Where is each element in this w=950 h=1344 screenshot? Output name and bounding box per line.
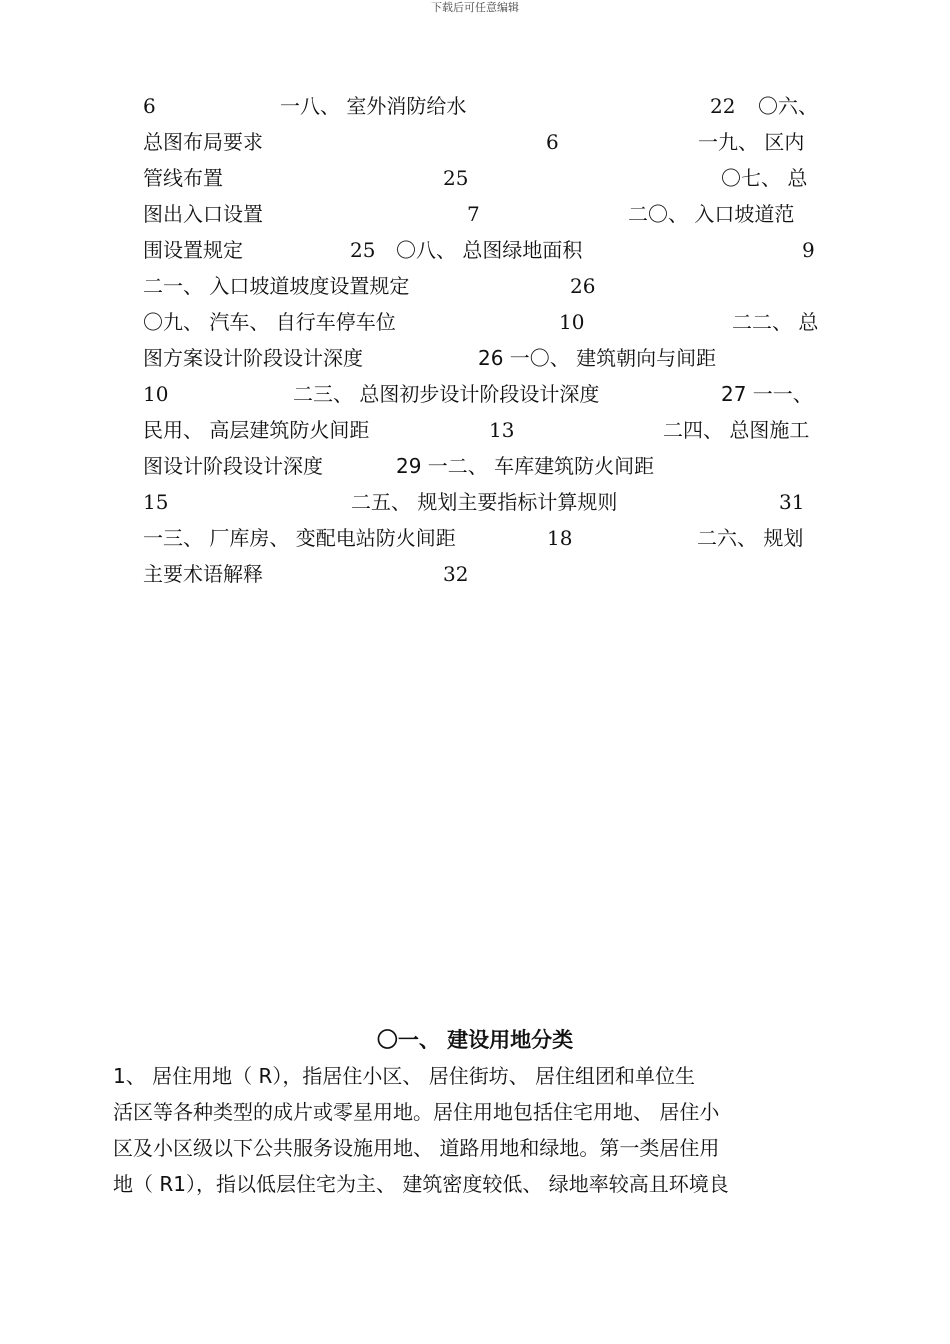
toc-page-number: 25	[443, 166, 469, 190]
toc-page-number: 22	[710, 94, 736, 118]
paragraph-line: 1、 居住用地（ R），指居住小区、 居住街坊、 居住组团和单位生	[113, 1064, 696, 1088]
toc-entry: 围设置规定	[143, 238, 243, 262]
toc-line	[143, 340, 843, 376]
toc-page-number: 18	[547, 526, 573, 550]
toc-entry: 管线布置	[143, 166, 223, 190]
toc-line	[143, 304, 843, 340]
toc-line	[143, 412, 843, 448]
section-title: 〇一、 建设用地分类	[376, 1028, 574, 1052]
toc-line	[143, 484, 843, 520]
toc-line	[143, 196, 843, 232]
toc-line	[143, 88, 843, 124]
toc-line	[143, 556, 843, 592]
toc-page-number: 31	[779, 490, 805, 514]
toc-page-number: 6	[143, 94, 156, 118]
toc-page-number: 6	[546, 130, 559, 154]
toc-page-number: 32	[443, 562, 469, 586]
toc-entry: 26 一〇、 建筑朝向与间距	[478, 346, 717, 370]
toc-entry: 二〇、 入口坡道范	[628, 202, 795, 226]
toc-entry: 〇九、 汽车、 自行车停车位	[143, 310, 396, 334]
toc-entry: 〇七、 总	[721, 166, 808, 190]
toc-page-number: 25	[350, 238, 376, 262]
toc-line	[143, 160, 843, 196]
toc-entry: 图设计阶段设计深度	[143, 454, 323, 478]
toc-line	[143, 268, 843, 304]
toc-entry: 二五、 规划主要指标计算规则	[351, 490, 618, 514]
toc-page-number: 9	[802, 238, 815, 262]
toc-line	[143, 448, 843, 484]
page-header: 下载后可任意编辑	[431, 1, 519, 14]
toc-page-number: 15	[143, 490, 169, 514]
toc-entry: 〇六、	[758, 94, 818, 118]
toc-entry: 民用、 高层建筑防火间距	[143, 418, 370, 442]
paragraph-line: 地（ R1），指以低层住宅为主、 建筑密度较低、 绿地率较高且环境良	[113, 1172, 729, 1196]
toc-page-number: 13	[489, 418, 515, 442]
toc-entry: 〇八、 总图绿地面积	[396, 238, 583, 262]
toc-entry: 总图布局要求	[143, 130, 263, 154]
toc-entry: 一八、 室外消防给水	[280, 94, 467, 118]
toc-line	[143, 376, 843, 412]
table-of-contents	[143, 88, 843, 592]
toc-page-number: 10	[143, 382, 169, 406]
toc-entry: 一九、 区内	[698, 130, 805, 154]
toc-entry: 二四、 总图施工	[663, 418, 810, 442]
toc-entry: 二二、 总	[732, 310, 819, 334]
toc-entry: 主要术语解释	[143, 562, 263, 586]
paragraph-line: 活区等各种类型的成片或零星用地。居住用地包括住宅用地、 居住小	[113, 1100, 720, 1124]
toc-line	[143, 124, 843, 160]
toc-page-number: 26	[570, 274, 596, 298]
toc-entry: 图方案设计阶段设计深度	[143, 346, 363, 370]
toc-entry: 二六、 规划	[697, 526, 804, 550]
paragraph-line: 区及小区级以下公共服务设施用地、 道路用地和绿地。第一类居住用	[113, 1136, 720, 1160]
toc-entry: 一三、 厂库房、 变配电站防火间距	[143, 526, 456, 550]
toc-entry: 二三、 总图初步设计阶段设计深度	[293, 382, 600, 406]
section-body	[113, 1058, 841, 1202]
toc-page-number: 10	[559, 310, 585, 334]
toc-entry: 29 一二、 车库建筑防火间距	[396, 454, 655, 478]
toc-line	[143, 520, 843, 556]
toc-entry: 27 一一、	[721, 382, 813, 406]
toc-entry: 二一、 入口坡道坡度设置规定	[143, 274, 410, 298]
toc-page-number: 7	[467, 202, 480, 226]
toc-line	[143, 232, 843, 268]
toc-entry: 图出入口设置	[143, 202, 263, 226]
